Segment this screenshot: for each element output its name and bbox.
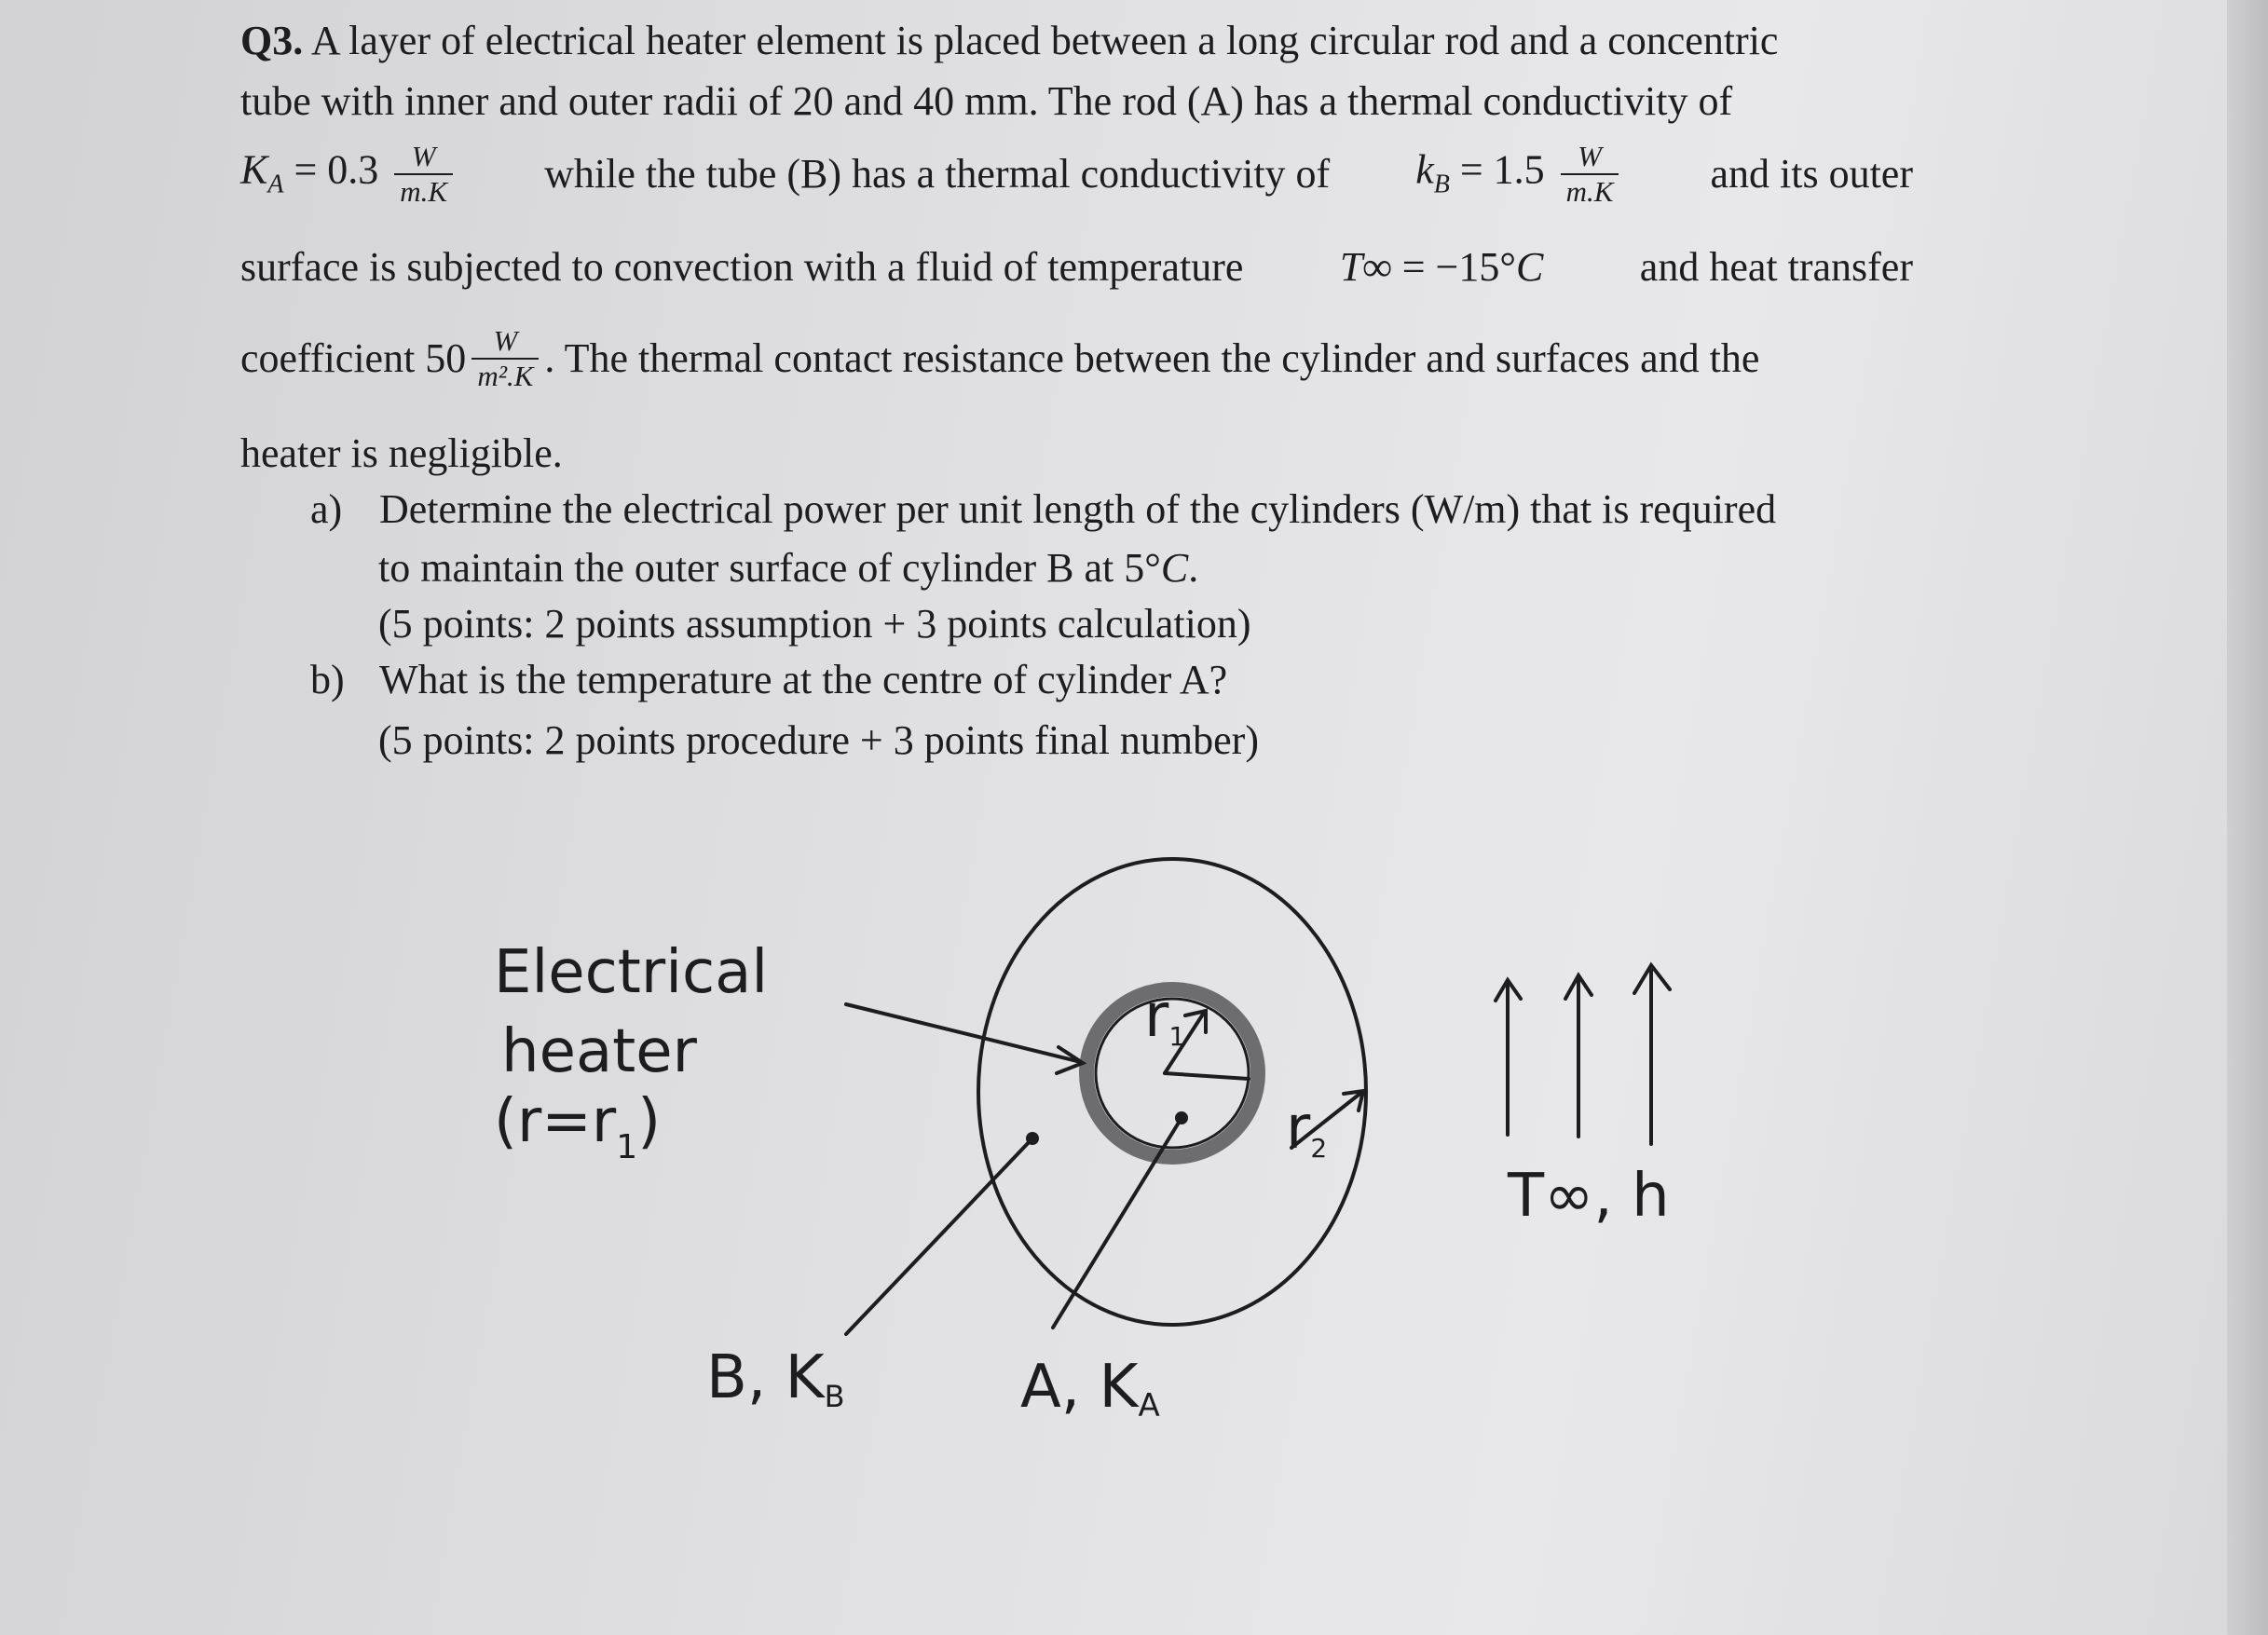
question-number: Q3.: [240, 18, 304, 63]
r1-letter: r: [1144, 982, 1169, 1051]
outer-circle-tube-B: [978, 859, 1366, 1325]
point-A: [1175, 1111, 1188, 1124]
heater-label-line2: heater: [501, 1017, 697, 1086]
kA-unit-num: W: [394, 140, 453, 175]
tinf-unit: C: [1515, 244, 1544, 290]
intro-text-1: A layer of electrical heater element is placed between a long circular rod and a concentric: [310, 18, 1779, 63]
leader-A: [1053, 1118, 1182, 1328]
part-a-line2-pre: to maintain the outer surface of cylinder B at 5°: [378, 545, 1161, 591]
part-b-line1: What is the temperature at the centre of cylinder A?: [379, 657, 1228, 702]
label-A: [1020, 1353, 1160, 1424]
kA-subscript: A: [267, 170, 284, 199]
heater-label-line1: Electrical: [494, 938, 769, 1007]
h-unit-num: W: [471, 324, 539, 360]
tinf-symbol: T∞: [1339, 244, 1392, 290]
kB-value: = 1.5: [1459, 146, 1545, 193]
line5-post: . The thermal contact resistance between the cylinder and surfaces and the: [544, 334, 1760, 381]
part-b-points-text: (5 points: 2 points procedure + 3 points final number): [378, 717, 1259, 763]
kB-subscript: B: [1433, 170, 1450, 199]
label-B-text: B, K: [706, 1343, 825, 1412]
heater-label-sub: 1: [616, 1128, 638, 1166]
part-b-label: b): [310, 657, 345, 702]
h-unit-den: m².K: [477, 359, 534, 392]
intro-text-2: tube with inner and outer radii of 20 and 40 mm. The rod (A) has a thermal conductivity of: [240, 78, 1733, 124]
line5-pre: coefficient 50: [240, 334, 467, 381]
kB-unit-den: m.K: [1565, 174, 1614, 208]
kA-symbol: K: [240, 146, 268, 193]
flow-label: T∞, h: [1508, 1162, 1670, 1231]
kB-unit-num: W: [1561, 140, 1619, 175]
label-A-text: A, K: [1020, 1353, 1139, 1422]
r2-subscript: 2: [1310, 1133, 1328, 1164]
part-a-line2-post: .: [1188, 545, 1199, 591]
part-a-line1: Determine the electrical power per unit length of the cylinders (W/m) that is required: [379, 486, 1777, 532]
heater-pointer-line: [846, 1004, 1081, 1062]
heater-label-close: ): [637, 1087, 662, 1156]
mid-text: while the tube (B) has a thermal conductivity of: [544, 150, 1331, 197]
r1-subscript: 1: [1168, 1021, 1186, 1052]
r1-baseline: [1165, 1073, 1249, 1079]
kA-unit-den: m.K: [400, 174, 448, 208]
part-a-unit: C: [1160, 545, 1189, 591]
line4-pre: surface is subjected to convection with a fluid of temperature: [240, 244, 1244, 290]
heater-label-line3: [494, 1087, 661, 1166]
point-B: [1026, 1132, 1039, 1145]
r2-label: [1286, 1094, 1327, 1164]
tinf-value: = −15°: [1401, 244, 1516, 290]
label-B-sub: B: [824, 1379, 845, 1414]
line4-post: and heat transfer: [1639, 244, 1913, 290]
part-a-points-text: (5 points: 2 points assumption + 3 points calculation): [378, 601, 1251, 647]
r2-letter: r: [1286, 1094, 1311, 1163]
label-B: [706, 1343, 845, 1414]
kB-symbol: k: [1415, 146, 1434, 193]
line6-text: heater is negligible.: [240, 430, 563, 476]
kA-value: = 0.3: [294, 146, 379, 193]
part-a-label: a): [310, 486, 343, 532]
end-text: and its outer: [1710, 150, 1913, 197]
label-A-sub: A: [1138, 1387, 1160, 1424]
leader-B: [846, 1138, 1032, 1334]
heater-label-r: (r=r: [494, 1087, 617, 1156]
